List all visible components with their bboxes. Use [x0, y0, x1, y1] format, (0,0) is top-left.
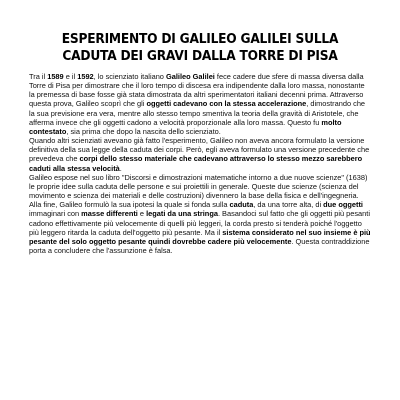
text-segment: , da una torre alta, di — [253, 200, 324, 210]
bold-text: masse differenti — [81, 209, 138, 219]
text-segment: Galileo espose nel suo libro "Discorsi e dimostrazioni matematiche intorno a due nuove scienze" (1638) le proprie idee sulla caduta delle persone e sui proiettili in generale. Queste due scienze (scienza del movimento e scienza dei materiali e delle costruzioni) divennero la base della fisica e dell'ingegneria. — [29, 172, 368, 201]
text-segment: e il — [63, 72, 78, 81]
text-segment: immaginari con — [29, 209, 82, 219]
body-text — [29, 72, 371, 255]
bold-text: due oggetti — [323, 200, 363, 210]
text-segment: Alla fine, Galileo formulò la sua ipotesi la quale si fonda sulla — [29, 200, 230, 210]
bold-text: sistema considerato nel suo insieme è più pesante del solo oggetto pesante quindi dovrebbe cadere più velocemente — [29, 227, 371, 246]
bold-text: oggetti cadevano con la stessa accelerazione — [146, 99, 307, 109]
title-line-1: ESPERIMENTO DI GALILEO GALILEI SULLA — [61, 31, 339, 47]
paragraph — [29, 200, 371, 255]
bold-text: Galileo Galilei — [165, 72, 215, 81]
bold-text: molto contestato — [29, 117, 342, 136]
text-segment: , sia prima che dopo la nascita dello scienziato. — [66, 126, 221, 136]
paragraph — [29, 136, 371, 173]
text-segment: , lo scienziato italiano — [93, 72, 166, 81]
paragraph — [29, 72, 371, 136]
text-segment: . Questa contraddizione porta a concludere che l'assunzione è falsa. — [29, 236, 370, 255]
text-segment: , dimostrando che la sua previsione era vera, mentre allo stesso tempo smentiva la teoria della gravità di Aristotele, che afferma invece che gli oggetti cadono a velocità proporzionale alla loro massa. Questo fu — [29, 99, 366, 127]
page-title — [38, 31, 362, 65]
paragraph — [29, 173, 371, 200]
bold-text: caduta — [229, 200, 254, 210]
bold-text: 1592 — [77, 72, 94, 81]
bold-text: 1589 — [47, 72, 64, 81]
text-segment: Quando altri scienziati avevano già fatto l'esperimento, Galileo non aveva ancora formulato la versione definitiva della sua legge della caduta dei corpi. Però, egli aveva formulato una versione precedente che prevedeva che — [29, 136, 370, 164]
text-segment: . — [119, 163, 122, 173]
title-line-2: CADUTA DEI GRAVI DALLA TORRE DI PISA — [62, 48, 338, 64]
bold-text: corpi dello stesso materiale che cadevano attraverso lo stesso mezzo sarebbero caduti alla stessa velocità — [29, 154, 363, 173]
bold-text: legati da una stringa — [146, 209, 218, 219]
text-segment: fece cadere due sfere di massa diversa dalla Torre di Pisa per dimostrare che il loro tempo di discesa era indipendente dalla loro massa, nonostante la premessa di base fosse già stata dimostrata da altri sperimentatori italiani decenni prima. Attraverso questa prova, Galileo scoprì che gli — [29, 72, 365, 109]
text-segment: e — [137, 209, 147, 219]
text-segment: . Basandoci sul fatto che gli oggetti più pesanti cadono effettivamente più velocemente di quelli più leggeri, la corda presto si tenderà poiché l'oggetto più leggero ritarda la caduta dell'oggetto più pesante. Ma il — [29, 209, 370, 237]
text-segment: Tra il — [29, 72, 48, 81]
